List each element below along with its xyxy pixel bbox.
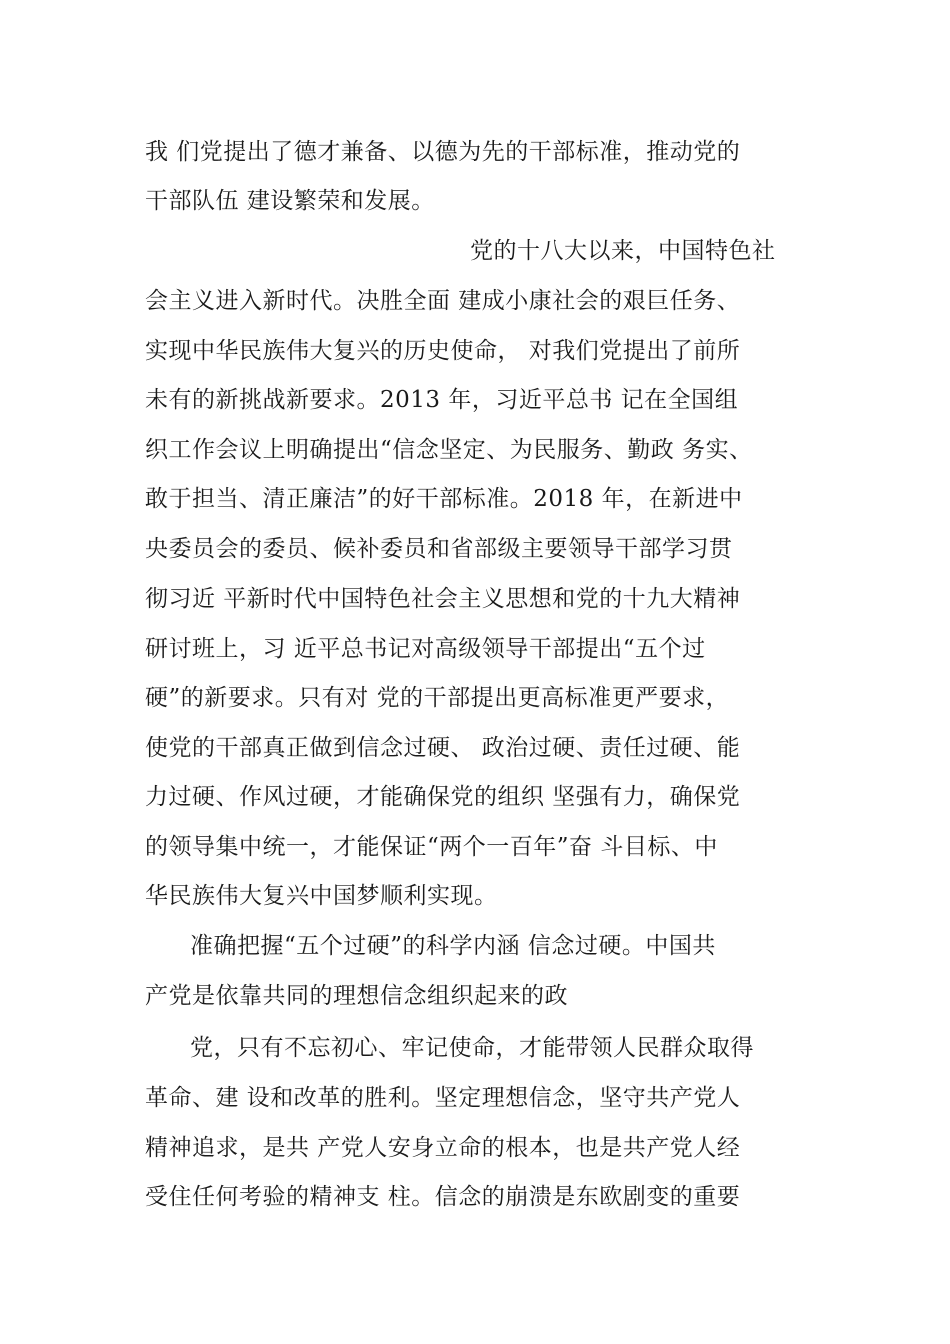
text-line: 华民族伟大复兴中国梦顺利实现。 xyxy=(145,883,498,909)
text-line: 准确把握“五个过硬”的科学内涵 信念过硬。中国共 xyxy=(190,933,716,959)
text-line: 的领导集中统一，才能保证“两个一百年”奋 斗目标、中 xyxy=(145,834,718,860)
text-line: 央委员会的委员、候补委员和省部级主要领导干部学习贯 xyxy=(145,536,733,562)
text-line: 使党的干部真正做到信念过硬、 政治过硬、责任过硬、能 xyxy=(145,735,741,761)
text-line: 精神追求，是共 产党人安身立命的根本，也是共产党人经 xyxy=(145,1135,741,1161)
text-line: 织工作会议上明确提出“信念坚定、为民服务、勤政 务实、 xyxy=(145,437,753,463)
text-line: 我 们党提出了德才兼备、以德为先的干部标准，推动党的 xyxy=(145,139,741,165)
text-line: 彻习近 平新时代中国特色社会主义思想和党的十九大精神 xyxy=(145,586,741,612)
text-line: 干部队伍 建设繁荣和发展。 xyxy=(145,188,435,214)
text-line: 硬”的新要求。只有对 党的干部提出更高标准更严要求， xyxy=(145,685,730,711)
text-line: 敢于担当、清正廉洁”的好干部标准。2018 年，在新进中 xyxy=(145,486,743,512)
text-line: 会主义进入新时代。决胜全面 建成小康社会的艰巨任务、 xyxy=(145,288,741,314)
text-line: 未有的新挑战新要求。2013 年，习近平总书 记在全国组 xyxy=(145,387,739,413)
text-line: 产党是依靠共同的理想信念组织起来的政 xyxy=(145,983,568,1009)
text-line: 实现中华民族伟大复兴的历史使命， 对我们党提出了前所 xyxy=(145,338,741,364)
text-line: 党，只有不忘初心、牢记使命，才能带领人民群众取得 xyxy=(190,1035,754,1061)
text-line: 力过硬、作风过硬，才能确保党的组织 坚强有力，确保党 xyxy=(145,784,741,810)
text-line: 研讨班上，习 近平总书记对高级领导干部提出“五个过 xyxy=(145,636,706,662)
text-line: 革命、建 设和改革的胜利。坚定理想信念，坚守共产党人 xyxy=(145,1085,741,1111)
text-line: 党的十八大以来，中国特色社 xyxy=(470,238,776,264)
text-line: 受住任何考验的精神支 柱。信念的崩溃是东欧剧变的重要 xyxy=(145,1184,741,1210)
